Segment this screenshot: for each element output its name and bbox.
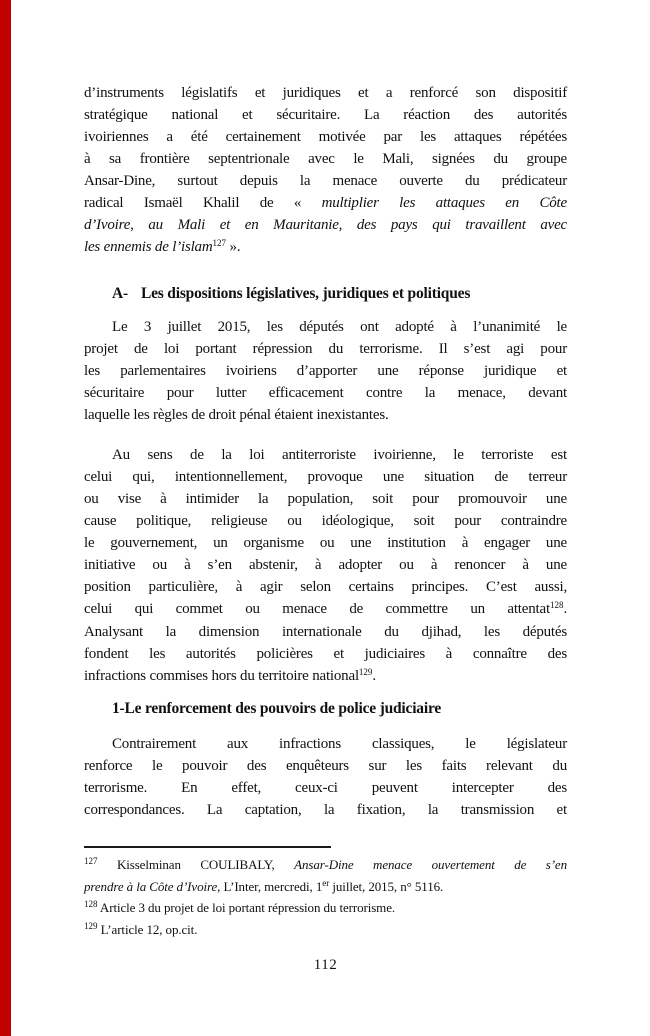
text-line xyxy=(84,643,567,665)
paragraph-4 xyxy=(84,733,567,821)
text-segment: les ennemis de l’islam xyxy=(84,239,213,255)
text-segment: Ansar-Dine menace ouvertement de s’en xyxy=(294,857,567,872)
text-segment: projet de loi portant répression du terrorisme. Il s’est agi pour xyxy=(84,341,567,357)
footnote-reference: 128 xyxy=(84,899,98,910)
text-segment: prendre à la Côte d’Ivoire xyxy=(84,878,218,894)
text-segment: terrorisme. En effet, ceux-ci peuvent intercepter des xyxy=(84,780,567,796)
text-segment: . xyxy=(563,601,567,617)
footnote-reference: 129 xyxy=(84,920,98,931)
footnote-reference: 127 xyxy=(84,856,98,867)
footnote-separator xyxy=(84,846,331,848)
footnotes xyxy=(84,855,567,941)
text-line xyxy=(112,283,567,305)
text-line xyxy=(84,920,567,942)
text-segment: à sa frontière septentrionale avec le Mali, signées du groupe xyxy=(84,151,567,167)
text-segment: 1-Le renforcement des pouvoirs de police judiciaire xyxy=(112,700,442,717)
text-line xyxy=(84,444,567,466)
paragraph-3 xyxy=(84,444,567,688)
text-line xyxy=(84,214,567,236)
text-segment: les parlementaires ivoiriens d’apporter une réponse juridique et xyxy=(84,363,567,379)
text-line xyxy=(84,665,567,688)
text-segment: sécuritaire pour lutter efficacement contre la menace, devant xyxy=(84,385,567,401)
text-line xyxy=(84,466,567,488)
text-line xyxy=(84,170,567,192)
text-segment: laquelle les règles de droit pénal étaient inexistantes. xyxy=(84,407,389,423)
text-line xyxy=(84,576,567,598)
text-line xyxy=(84,488,567,510)
text-segment: initiative ou à s’en abstenir, à adopter ou à renoncer à une xyxy=(84,557,567,573)
text-segment: ». xyxy=(226,239,241,255)
text-line xyxy=(84,148,567,170)
text-line xyxy=(84,855,567,877)
text-segment: ivoiriennes a été certainement motivée par les attaques répétées xyxy=(84,129,567,145)
text-segment: fondent les autorités policières et judiciaires à connaître des xyxy=(84,646,567,662)
text-line xyxy=(84,510,567,532)
footnote-reference: er xyxy=(322,877,330,888)
text-segment: multiplier les attaques en Côte xyxy=(321,195,567,211)
text-segment: ou vise à intimider la population, soit pour promouvoir une xyxy=(84,491,567,507)
text-segment: Au sens de la loi antiterroriste ivoirienne, le terroriste est xyxy=(112,447,567,463)
text-line xyxy=(84,598,567,621)
footnote-reference: 128 xyxy=(549,600,564,611)
text-line xyxy=(84,532,567,554)
heading-1 xyxy=(84,698,567,720)
text-segment: A- xyxy=(112,285,128,302)
text-column xyxy=(84,82,567,974)
text-segment: infractions commises hors du territoire national xyxy=(84,668,359,684)
paragraph-2 xyxy=(84,316,567,426)
text-line xyxy=(84,755,567,777)
text-line xyxy=(84,799,567,821)
text-segment: Les dispositions législatives, juridiques et politiques xyxy=(140,285,471,302)
text-segment: . xyxy=(372,668,376,684)
text-segment: Analysant la dimension internationale du djihad, les députés xyxy=(84,624,567,640)
text-segment: le gouvernement, un organisme ou une institution à engager une xyxy=(84,535,567,551)
text-segment: Ansar-Dine, surtout depuis la menace ouverte du prédicateur xyxy=(84,173,567,189)
text-segment: celui qui commet ou menace de commettre un attentat xyxy=(84,601,550,617)
text-line xyxy=(84,104,567,126)
text-line xyxy=(84,338,567,360)
page-edge-red-bar xyxy=(0,0,11,1036)
text-segment: renforce le pouvoir des enquêteurs sur les faits relevant du xyxy=(84,758,567,774)
heading-a xyxy=(84,283,567,305)
text-segment: radical Ismaël Khalil de « xyxy=(84,195,322,211)
text-line xyxy=(84,898,567,920)
text-segment: celui qui, intentionnellement, provoque une situation de terreur xyxy=(84,469,567,485)
text-segment: Contrairement aux infractions classiques, le législateur xyxy=(112,736,567,752)
text-segment: stratégique national et sécuritaire. La réaction des autorités xyxy=(84,107,567,123)
text-line xyxy=(84,621,567,643)
text-line xyxy=(84,126,567,148)
footnote-reference: 129 xyxy=(358,667,373,678)
text-line xyxy=(84,382,567,404)
text-segment: Kisselminan COULIBALY, xyxy=(97,857,295,872)
text-segment: cause politique, religieuse ou idéologique, soit pour contraindre xyxy=(84,513,567,529)
text-segment: d’instruments législatifs et juridiques et a renforcé son dispositif xyxy=(84,85,567,101)
text-line xyxy=(84,82,567,104)
text-line xyxy=(84,360,567,382)
text-segment: juillet, 2015, n° 5116. xyxy=(329,878,444,894)
text-segment: d’Ivoire, au Mali et en Mauritanie, des pays qui travaillent avec xyxy=(84,217,567,233)
text-line xyxy=(84,733,567,755)
text-line xyxy=(84,316,567,338)
text-segment: Article 3 du projet de loi portant répression du terrorisme. xyxy=(97,900,396,915)
page-number: 112 xyxy=(313,957,338,973)
text-segment: position particulière, à agir selon certains principes. C’est aussi, xyxy=(84,579,567,595)
text-line xyxy=(112,698,567,720)
text-line xyxy=(84,192,567,214)
text-segment: correspondances. La captation, la fixation, la transmission et xyxy=(84,802,567,818)
text-segment: L’article 12, op.cit. xyxy=(97,921,198,937)
text-segment: Le 3 juillet 2015, les députés ont adopté à l’unanimité le xyxy=(112,319,567,335)
text-line xyxy=(84,554,567,576)
footnote-reference: 127 xyxy=(212,238,226,249)
text-line xyxy=(84,236,567,259)
text-line xyxy=(84,877,567,899)
text-segment: , L’Inter, mercredi, 1 xyxy=(217,878,323,894)
text-line xyxy=(84,777,567,799)
paragraph-1 xyxy=(84,82,567,259)
text-line xyxy=(84,404,567,426)
